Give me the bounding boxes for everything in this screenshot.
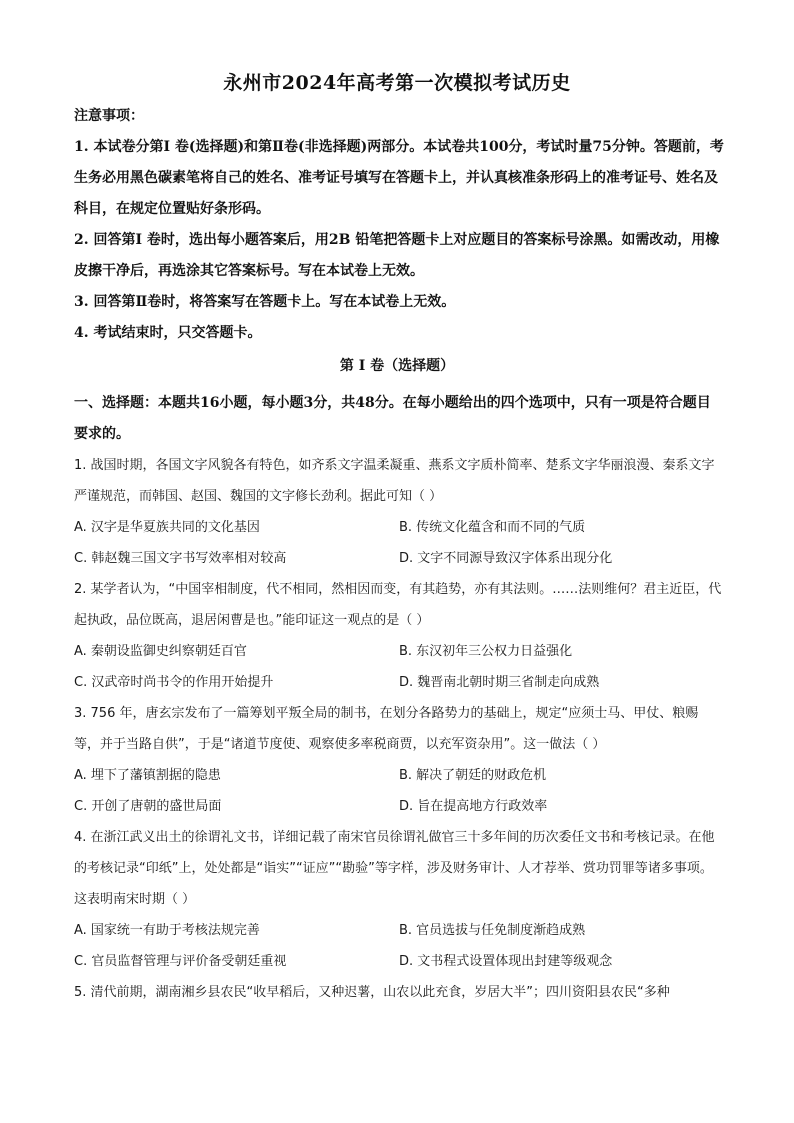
option-c: C. 开创了唐朝的盛世局面	[74, 799, 222, 814]
option-c: C. 韩赵魏三国文字书写效率相对较高	[74, 551, 287, 566]
question-list	[74, 450, 724, 1008]
notice-item: 2. 回答第Ⅰ 卷时，选出每小题答案后，用2B 铅笔把答题卡上对应题目的答案标号涂黑。如需改动，用橡皮擦干净后，再选涂其它答案标号。写在本试卷上无效。	[74, 232, 720, 279]
question-stem: 3. 756 年，唐玄宗发布了一篇筹划平叛全局的制书，在划分各路势力的基础上，规定“应须士马、甲仗、粮赐等，并于当路自供”，于是“诸道节度使、观察使多率税商贾，以充军资杂用”。这一做法（ ）	[74, 706, 699, 752]
option-d: D. 旨在提高地方行政效率	[399, 799, 548, 814]
option-c: C. 官员监督管理与评价备受朝廷重视	[74, 954, 287, 969]
option-a: A. 国家统一有助于考核法规完善	[74, 923, 260, 938]
option-grid	[74, 915, 724, 977]
question-stem: 5. 清代前期，湖南湘乡县农民“收早稻后，又种迟薯，山农以此充食，岁居大半”；四川资阳县农民“多种	[74, 985, 670, 1000]
question-3	[74, 698, 724, 822]
option-a: A. 汉字是华夏族共同的文化基因	[74, 520, 260, 535]
option-b: B. 东汉初年三公权力日益强化	[399, 644, 573, 659]
option-d: D. 魏晋南北朝时期三省制走向成熟	[399, 675, 600, 690]
question-5	[74, 977, 724, 1008]
part-instructions: 一、选择题：本题共16小题，每小题3分，共48分。在每小题给出的四个选项中，只有一项是符合题目要求的。	[74, 395, 711, 442]
question-stem: 2. 某学者认为，“中国宰相制度，代不相同，然相因而变，有其趋势，亦有其法则。……法则维何？君主近臣，代起执政，品位既高，退居闲曹是也。”能印证这一观点的是（ ）	[74, 582, 722, 628]
question-stem: 4. 在浙江武义出土的徐谓礼文书，详细记载了南宋官员徐谓礼做官三十多年间的历次委任文书和考核记录。在他的考核记录“印纸”上，处处都是“诣实”“证应”“勘验”等字样，涉及财务审计、人才荐举、赏功罚罪等诸多事项。这表明南宋时期（ ）	[74, 830, 715, 907]
option-b: B. 传统文化蕴含和而不同的气质	[399, 520, 586, 535]
option-grid	[74, 512, 724, 574]
option-d: D. 文字不同源导致汉字体系出现分化	[399, 551, 613, 566]
option-a: A. 埋下了藩镇割据的隐患	[74, 768, 221, 783]
notice-item: 4. 考试结束时，只交答题卡。	[74, 325, 262, 341]
option-b: B. 官员选拔与任免制度渐趋成熟	[399, 923, 586, 938]
option-a: A. 秦朝设监御史纠察朝廷百官	[74, 644, 247, 659]
option-c: C. 汉武帝时尚书令的作用开始提升	[74, 675, 274, 690]
notice-section	[74, 106, 724, 349]
option-b: B. 解决了朝廷的财政危机	[399, 768, 547, 783]
question-4	[74, 822, 724, 977]
question-1	[74, 450, 724, 574]
notice-heading: 注意事项：	[74, 108, 144, 124]
option-d: D. 文书程式设置体现出封建等级观念	[399, 954, 613, 969]
question-stem: 1. 战国时期，各国文字风貌各有特色，如齐系文字温柔凝重、燕系文字质朴简率、楚系文字华丽浪漫、秦系文字严谨规范，而韩国、赵国、魏国的文字修长劲利。据此可知（ ）	[74, 458, 715, 504]
page-title: 永州市2024年高考第一次模拟考试历史	[223, 72, 571, 94]
section-title: 第 Ⅰ 卷（选择题）	[339, 358, 455, 374]
notice-item: 3. 回答第Ⅱ卷时，将答案写在答题卡上。写在本试卷上无效。	[74, 294, 456, 310]
notice-item: 1. 本试卷分第Ⅰ 卷(选择题)和第Ⅱ卷(非选择题)两部分。本试卷共100分，考试时量75分钟。答题前，考生务必用黑色碳素笔将自己的姓名、准考证号填写在答题卡上，并认真核准条形码上的准考证号、姓名及科目，在规定位置贴好条形码。	[74, 139, 724, 217]
question-2	[74, 574, 724, 698]
option-grid	[74, 636, 724, 698]
option-grid	[74, 760, 724, 822]
